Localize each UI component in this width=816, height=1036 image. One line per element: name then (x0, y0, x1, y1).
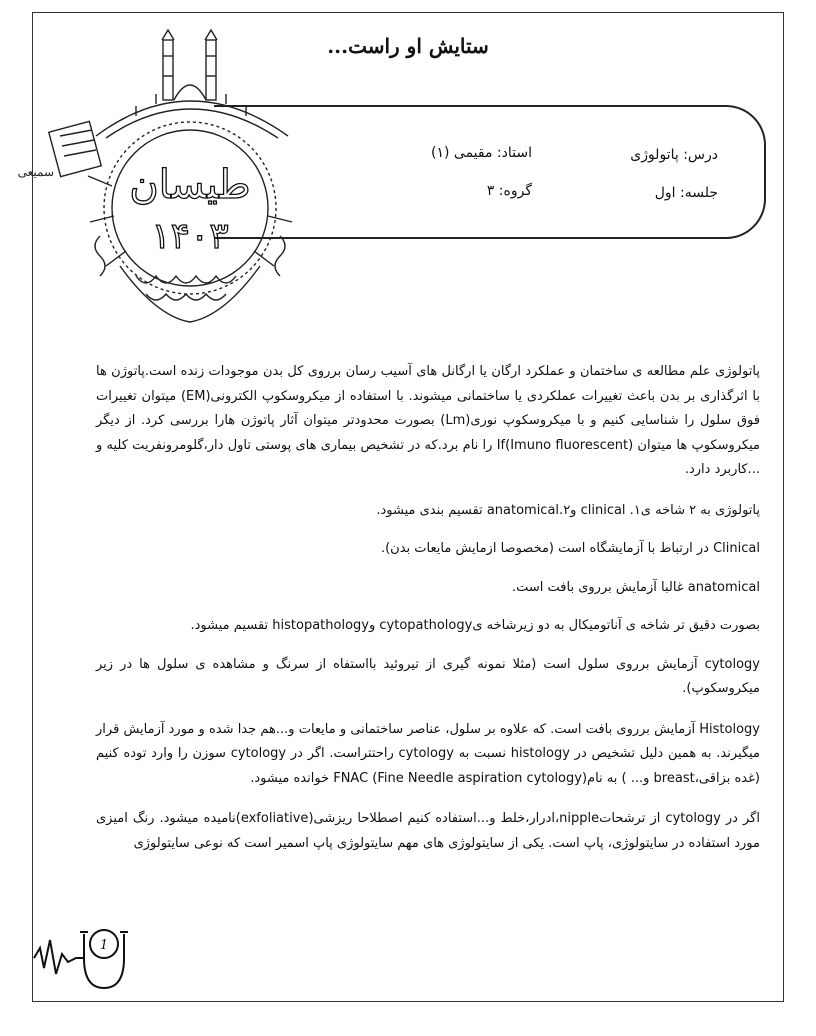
emblem-side-text: سمیعی (17, 165, 54, 179)
emblem-year: ۱۴۰۳ (151, 216, 229, 257)
page-title: ستایش او راست... (327, 34, 489, 58)
teacher-label: استاد: مقیمی (۱) (431, 145, 532, 161)
emblem-word: طیسان (129, 162, 251, 208)
paragraph-4: anatomical غالبا آزمایش برروی بافت است. (512, 579, 760, 595)
group-label: گروه: ۳ (486, 183, 532, 199)
session-label: جلسه: اول (654, 185, 718, 201)
paragraph-8: اگر در cytology از ترشحاتnipple،ادرار،خلط و...استفاده کنیم اصطلاحا ریزشی(exfoliative)نامیده میشود. رنگ امیزی مورد استفاده در سایتولوژی، پاپ است. یکی از سایتولوژی های مهم سایتولوژی پاپ اسمیر است که نوعی سایتولوژی (96, 811, 760, 851)
paragraph-2: پاتولوژی به ۲ شاخه ی۱. clinical و۲.anatomical تقسیم بندی میشود. (376, 502, 760, 518)
paragraph-7: Histology آزمایش برروی بافت است. که علاوه بر سلول، عناصر ساختمانی و مایعات و...هم جدا شده و مورد آزمایش قرار میگیرند. به همین دلیل تشخیص در histology نسبت به cytology راحتتراست. اگر در cytology سوزن را وارد توده کنیم (غده بزاقی،breast و... ) به نامFNAC (Fine Needle aspiration cytology) خوانده میشود. (96, 721, 761, 786)
paragraph-6: cytology آزمایش برروی سلول است (مثلا نمونه گیری از تیروئید بااستفاه از سرنگ و مشاهده ی سلول ها در زیر میکروسکوپ). (96, 656, 760, 696)
paragraph-1: پاتولوژی علم مطالعه ی ساختمان و عملکرد ارگان یا ارگانل های آسیب رسان برروی کل بدن موجودات زنده است.پاتوژن ها با اثرگذاری بر بدن باعث تغییرات عملکردی یا ساختمانی میشوند. با استفاده از میکروسکوپ الکترونی(EM) میتوان تغییرات فوق سلول را شناسایی کنیم و با میکروسکوپ نوری(Lm) بصورت محدودتر میتوان آثار پاتوژن هارا بررسی کرد. از دیگر میکروسکوپ ها میتوان If(Imuno fluorescent) را نام برد.که در تشخیص بیماری های پوستی تاول دار،گلومرونفریت کلیه و ...کاربرد دارد. (96, 364, 760, 477)
body-text (96, 360, 760, 872)
university-emblem-icon (17, 26, 306, 326)
course-label: درس: پاتولوژی (630, 147, 718, 163)
paragraph-5: بصورت دقیق تر شاخه ی آناتومیکال به دو زیرشاخه یcytopathology وhistopathology تقسیم میشود. (190, 618, 760, 633)
page-number: 1 (99, 938, 109, 953)
stethoscope-icon (32, 918, 162, 996)
paragraph-3: Clinical در ارتباط با آزمایشگاه است (مخصوصا ازمایش مایعات بدن). (380, 541, 760, 556)
